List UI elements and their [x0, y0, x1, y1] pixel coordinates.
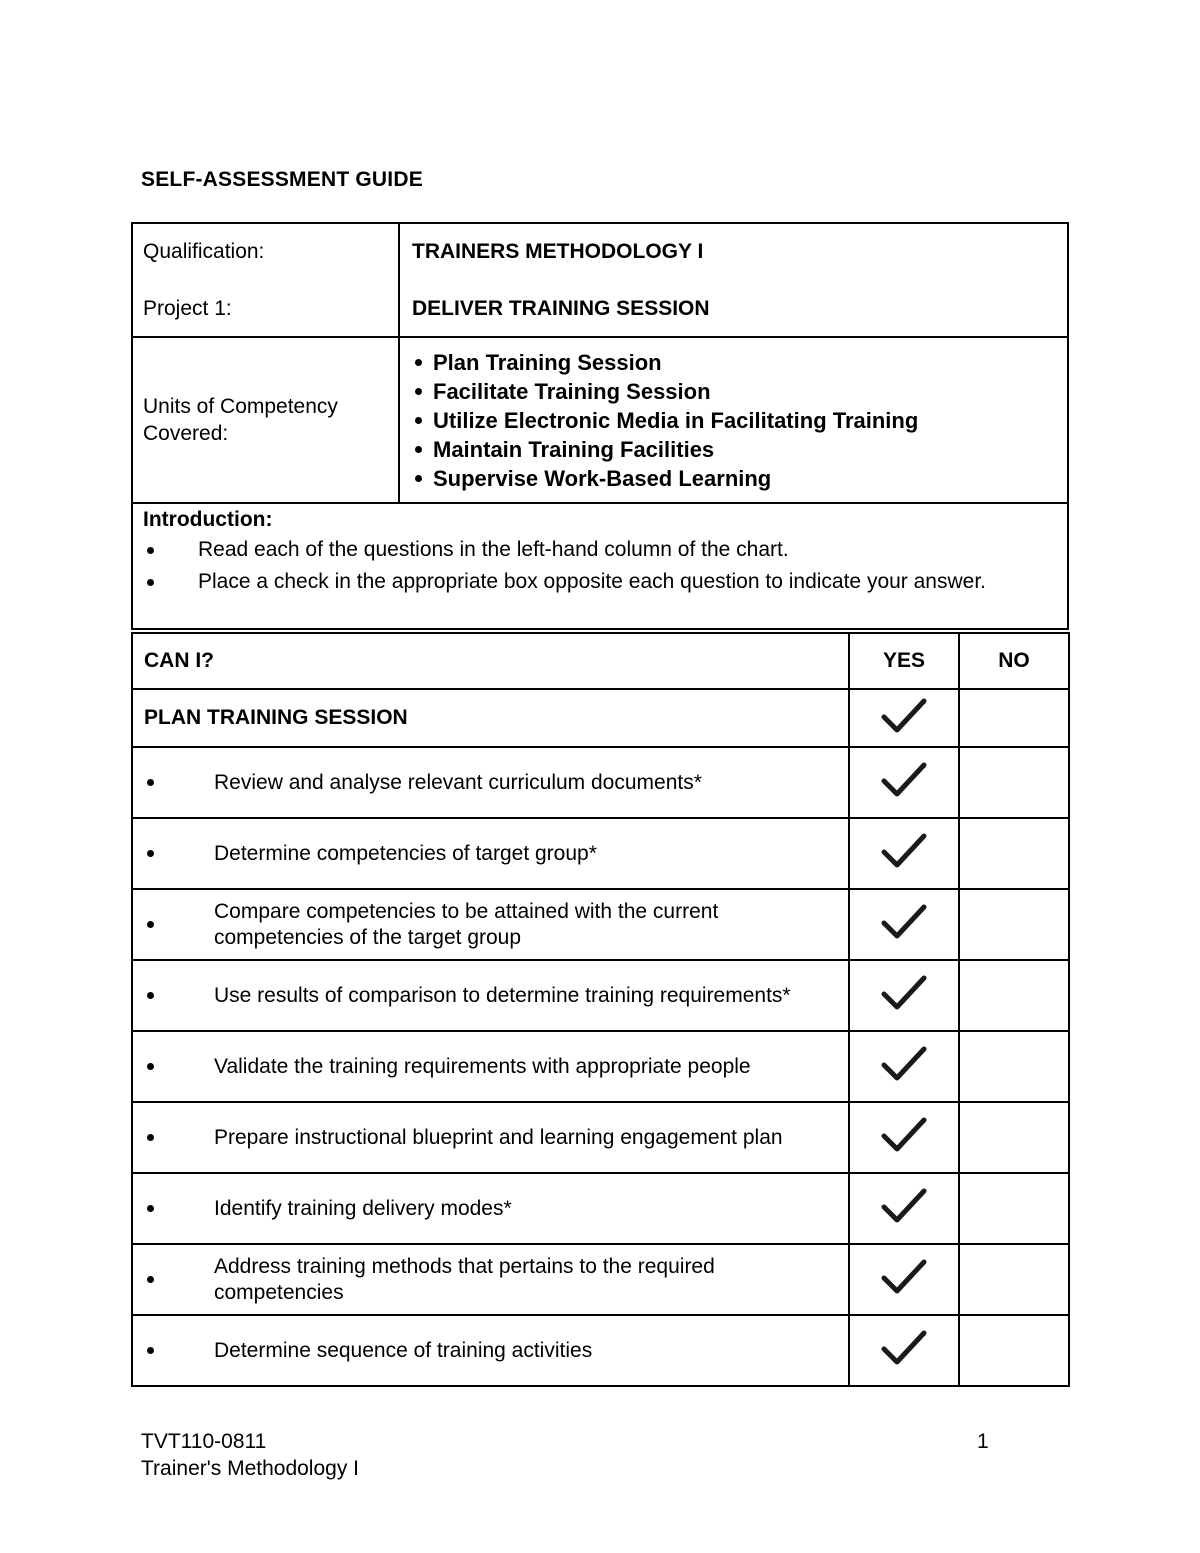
question-text: Determine sequence of training activities — [214, 1338, 593, 1362]
bullet-icon — [147, 992, 154, 999]
qualification-project-labels — [132, 223, 399, 337]
footer-code: TVT110-0811 — [141, 1430, 267, 1453]
table-row — [132, 1244, 1069, 1315]
page-number: 1 — [977, 1430, 989, 1453]
units-label-line1: Units of Competency — [143, 395, 338, 418]
yes-checkbox[interactable] — [849, 960, 959, 1031]
table-row — [132, 818, 1069, 889]
units-label-cell — [132, 337, 399, 503]
unit-text: Supervise Work-Based Learning — [433, 465, 772, 491]
column-header-question: CAN I? — [132, 633, 849, 689]
no-checkbox[interactable] — [959, 960, 1069, 1031]
unit-item — [414, 377, 1067, 406]
question-cell — [132, 889, 849, 960]
bullet-icon — [147, 850, 154, 857]
yes-checkbox[interactable] — [849, 747, 959, 818]
question-text: Compare competencies to be attained with the current competencies of the target group — [214, 899, 719, 949]
table-row — [132, 1315, 1069, 1386]
project-value: DELIVER TRAINING SESSION — [412, 296, 710, 320]
question-text: Use results of comparison to determine training requirements* — [214, 983, 791, 1007]
unit-item — [414, 348, 1067, 377]
column-header-yes: YES — [849, 633, 959, 689]
bullet-icon — [415, 475, 422, 482]
unit-text: Plan Training Session — [433, 349, 662, 375]
unit-text: Facilitate Training Session — [433, 378, 711, 404]
introduction-text: Read each of the questions in the left-hand column of the chart. — [198, 538, 789, 561]
bullet-icon — [147, 1063, 154, 1070]
check-icon — [879, 1327, 929, 1369]
question-text: Review and analyse relevant curriculum documents* — [214, 770, 702, 794]
table-row — [132, 889, 1069, 960]
no-checkbox[interactable] — [959, 689, 1069, 747]
question-cell — [132, 960, 849, 1031]
yes-checkbox[interactable] — [849, 1173, 959, 1244]
question-cell — [132, 818, 849, 889]
question-text: Determine competencies of target group* — [214, 841, 597, 865]
page-title: SELF-ASSESSMENT GUIDE — [141, 168, 423, 191]
question-text: Address training methods that pertains to the required competencies — [214, 1254, 715, 1304]
table-row — [132, 1102, 1069, 1173]
unit-item — [414, 464, 1067, 493]
yes-checkbox[interactable] — [849, 1315, 959, 1386]
bullet-icon — [147, 579, 154, 586]
units-label-line2: Covered: — [143, 422, 229, 445]
no-checkbox[interactable] — [959, 1173, 1069, 1244]
section-row — [132, 689, 1069, 747]
unit-item — [414, 435, 1067, 464]
question-cell — [132, 747, 849, 818]
project-label: Project 1: — [143, 296, 232, 320]
check-icon — [879, 695, 929, 737]
bullet-icon — [147, 547, 154, 554]
assessment-table — [131, 632, 1070, 1387]
qualification-label: Qualification: — [143, 239, 265, 263]
table-row — [132, 1031, 1069, 1102]
qualification-value: TRAINERS METHODOLOGY I — [412, 239, 704, 263]
check-icon — [879, 1114, 929, 1156]
question-text: Prepare instructional blueprint and learning engagement plan — [214, 1125, 783, 1149]
question-text: Validate the training requirements with appropriate people — [214, 1054, 751, 1078]
check-icon — [879, 901, 929, 943]
bullet-icon — [147, 1205, 154, 1212]
bullet-icon — [147, 921, 154, 928]
question-cell — [132, 1031, 849, 1102]
yes-checkbox[interactable] — [849, 689, 959, 747]
table-row — [132, 747, 1069, 818]
table-row — [132, 960, 1069, 1031]
no-checkbox[interactable] — [959, 818, 1069, 889]
no-checkbox[interactable] — [959, 1244, 1069, 1315]
no-checkbox[interactable] — [959, 747, 1069, 818]
yes-checkbox[interactable] — [849, 1102, 959, 1173]
units-list-cell — [399, 337, 1068, 503]
qualification-project-values — [399, 223, 1068, 337]
bullet-icon — [147, 1134, 154, 1141]
question-cell — [132, 1244, 849, 1315]
table-row — [132, 1173, 1069, 1244]
check-icon — [879, 759, 929, 801]
bullet-icon — [147, 1347, 154, 1354]
table-header-row — [132, 633, 1069, 689]
bullet-icon — [415, 359, 422, 366]
yes-checkbox[interactable] — [849, 1031, 959, 1102]
check-icon — [879, 1185, 929, 1227]
unit-text: Utilize Electronic Media in Facilitating Training — [433, 407, 919, 433]
bullet-icon — [415, 388, 422, 395]
yes-checkbox[interactable] — [849, 818, 959, 889]
column-header-no: NO — [959, 633, 1069, 689]
yes-checkbox[interactable] — [849, 1244, 959, 1315]
header-table — [131, 222, 1069, 630]
question-text: Identify training delivery modes* — [214, 1196, 512, 1220]
check-icon — [879, 830, 929, 872]
no-checkbox[interactable] — [959, 1102, 1069, 1173]
footer-name: Trainer's Methodology I — [141, 1457, 359, 1480]
section-title: PLAN TRAINING SESSION — [132, 689, 849, 747]
check-icon — [879, 1256, 929, 1298]
question-cell — [132, 1173, 849, 1244]
introduction-item — [143, 534, 1057, 566]
bullet-icon — [415, 446, 422, 453]
no-checkbox[interactable] — [959, 1031, 1069, 1102]
no-checkbox[interactable] — [959, 1315, 1069, 1386]
introduction-title: Introduction: — [143, 508, 273, 531]
bullet-icon — [415, 417, 422, 424]
no-checkbox[interactable] — [959, 889, 1069, 960]
introduction-item — [143, 566, 1057, 598]
units-list — [412, 348, 1067, 493]
check-icon — [879, 1043, 929, 1085]
introduction-text: Place a check in the appropriate box opposite each question to indicate your answer. — [198, 570, 987, 593]
yes-checkbox[interactable] — [849, 889, 959, 960]
question-cell — [132, 1102, 849, 1173]
check-icon — [879, 972, 929, 1014]
question-cell — [132, 1315, 849, 1386]
unit-item — [414, 406, 1067, 435]
introduction-cell — [132, 503, 1068, 629]
unit-text: Maintain Training Facilities — [433, 436, 715, 462]
bullet-icon — [147, 779, 154, 786]
bullet-icon — [147, 1276, 154, 1283]
